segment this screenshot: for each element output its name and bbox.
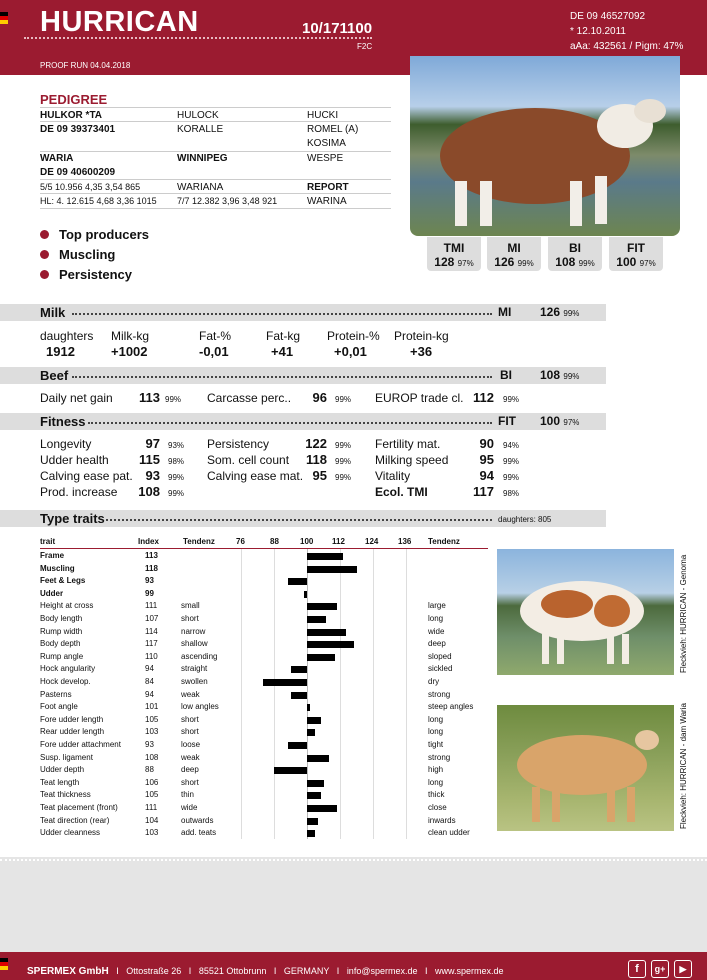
type-trait-row <box>40 613 488 626</box>
milk-col-value: +36 <box>410 344 433 359</box>
sire-dam-sire: ROMEL (A) <box>307 124 359 135</box>
type-trait-row <box>40 575 488 588</box>
caption-dam: Fleckvieh: HURRICAN - dam Waria <box>679 703 688 829</box>
fitness-item-value: 97 <box>145 436 160 451</box>
trait-name: Pasterns <box>40 689 72 699</box>
milk-col-header: Protein-kg <box>394 329 449 343</box>
trait-left-pole: thin <box>181 790 194 800</box>
trait-right-pole: inwards <box>428 815 456 825</box>
milk-col-value: +41 <box>271 344 294 359</box>
trait-right-pole: tight <box>428 740 444 749</box>
type-trait-row <box>40 815 488 828</box>
type-trait-row <box>40 789 488 802</box>
beef-label: Beef <box>40 368 69 383</box>
scale-136: 136 <box>398 537 412 546</box>
dam-name: WARIA <box>40 153 74 164</box>
fitness-item-reliability: 93% <box>168 441 185 450</box>
trait-left-pole: low angles <box>181 702 219 712</box>
trait-bar <box>288 578 307 585</box>
trait-bar <box>307 616 326 623</box>
index-box-bi <box>548 237 602 271</box>
index-reliability: 97% <box>639 259 656 268</box>
trait-right-pole: long <box>428 727 444 737</box>
trait-left-pole: short <box>181 614 199 623</box>
index-number: 128 <box>434 255 455 269</box>
index-value <box>487 255 541 269</box>
fitness-item-label: Som. cell count <box>207 453 290 467</box>
milk-bar <box>0 304 606 321</box>
trait-name: Frame <box>40 551 65 560</box>
caption-genoma: Fleckvieh: HURRICAN - Genoma <box>679 554 688 673</box>
trait-index: 111 <box>145 803 158 812</box>
trait-index: 105 <box>145 714 159 724</box>
type-trait-row <box>40 701 488 714</box>
type-trait-row <box>40 651 488 664</box>
scale-124: 124 <box>365 537 379 546</box>
index-key: FIT <box>627 241 645 255</box>
trait-name: Susp. ligament <box>40 752 93 762</box>
fitness-item-reliability: 94% <box>503 441 520 450</box>
sire-name: HULKOR *TA <box>40 110 103 121</box>
trait-left-pole: small <box>181 601 200 611</box>
dam-dam-dam: WARINA <box>307 196 347 207</box>
footer <box>0 952 707 980</box>
beef-item-label: Daily net gain <box>40 391 113 405</box>
trait-name: Feet & Legs <box>40 576 86 586</box>
trait-index: 93 <box>145 576 154 586</box>
trait-left-pole: short <box>181 727 199 737</box>
trait-name: Rump angle <box>40 651 84 661</box>
report-label: REPORT <box>307 182 349 193</box>
trait-right-pole: dry <box>428 677 440 686</box>
trait-bar <box>307 830 315 837</box>
type-trait-row <box>40 726 488 739</box>
fitness-item-value: 122 <box>305 436 327 451</box>
type-trait-row <box>40 802 488 815</box>
trait-index: 94 <box>145 664 154 674</box>
trait-name: Teat length <box>40 777 80 787</box>
trait-index: 106 <box>145 777 159 787</box>
milk-col-value: +0,01 <box>334 344 367 359</box>
trait-left-pole: outwards <box>181 815 214 825</box>
trait-bar <box>307 566 357 573</box>
dam-performance: 5/5 10.956 4,35 3,54 865 <box>40 182 141 192</box>
milk-value: 126 99% <box>540 305 580 319</box>
trait-name: Fore udder length <box>40 714 104 724</box>
beef-item-label: Carcasse perc.. <box>207 391 292 405</box>
trait-left-pole: shallow <box>181 639 208 649</box>
fitness-item-label: Fertility mat. <box>375 437 441 451</box>
trait-right-pole: high <box>428 765 444 775</box>
trait-index: 103 <box>145 727 159 737</box>
beef-item-value: 112 <box>473 390 494 405</box>
col-tendenz: Tendenz <box>183 537 215 546</box>
fitness-item-label: Vitality <box>375 469 411 483</box>
trait-left-pole: ascending <box>181 651 218 661</box>
trait-bar <box>307 704 310 711</box>
col-tendenz-right: Tendenz <box>428 537 460 546</box>
fitness-item-value: 90 <box>479 436 494 451</box>
sire-dam-dam: KOSIMA <box>307 138 346 149</box>
trait-name: Teat direction (rear) <box>40 815 110 825</box>
trait-bar <box>307 603 337 610</box>
type-trait-row <box>40 689 488 702</box>
trait-index: 99 <box>145 588 154 598</box>
trait-bar <box>291 666 308 673</box>
fitness-item-label: Longevity <box>40 437 92 451</box>
fitness-label: Fitness <box>40 414 86 429</box>
dam-sire-sire: WESPE <box>307 153 344 164</box>
trait-right-pole: strong <box>428 689 451 699</box>
trait-right-pole: steep angles <box>428 702 474 712</box>
pedigree-divider <box>40 121 391 122</box>
fitness-item-reliability: 99% <box>335 457 352 466</box>
fitness-item-label: Ecol. TMI <box>375 485 428 499</box>
scale-100: 100 <box>300 537 314 546</box>
trait-bar <box>307 818 318 825</box>
trait-right-pole: long <box>428 777 444 787</box>
type-trait-row <box>40 752 488 765</box>
trait-name: Hock angularity <box>40 664 96 674</box>
trait-right-pole: clean udder <box>428 828 470 838</box>
type-trait-row <box>40 827 488 840</box>
milk-col-header: Milk-kg <box>111 329 149 343</box>
footer-band <box>0 857 707 952</box>
trait-index: 93 <box>145 740 154 749</box>
trait-index: 114 <box>145 626 158 636</box>
dam-dam: WARIANA <box>177 182 224 193</box>
trait-right-pole: long <box>428 614 444 623</box>
trait-bar <box>307 654 335 661</box>
trait-index: 94 <box>145 689 154 699</box>
fitness-item-label: Milking speed <box>375 453 449 467</box>
fitness-item-value: 117 <box>473 484 494 499</box>
sire-id: DE 09 39373401 <box>40 124 116 135</box>
aaa-code: aAa: 432561 / Pigm: 47% <box>570 41 684 52</box>
fitness-item-value: 118 <box>306 452 327 467</box>
fitness-item-reliability: 99% <box>335 473 352 482</box>
city: 85521 Ottobrunn <box>198 966 267 976</box>
milk-col-value: +1002 <box>111 344 148 359</box>
trait-right-pole: thick <box>428 790 445 800</box>
trait-right-pole: strong <box>428 752 451 762</box>
pedigree-title: PEDIGREE <box>40 92 108 107</box>
fitness-item-reliability: 99% <box>335 441 352 450</box>
trait-name: Udder depth <box>40 765 85 775</box>
trait-name: Teat thickness <box>40 790 91 800</box>
trait-name: Udder <box>40 588 64 598</box>
beef-item-reliability: 99% <box>335 395 352 404</box>
flag-gold <box>0 20 8 24</box>
facebook-icon[interactable]: f <box>628 960 646 978</box>
type-trait-row <box>40 777 488 790</box>
birth-date: * 12.10.2011 <box>570 26 626 37</box>
beef-item-value: 113 <box>139 390 160 405</box>
fitness-item-value: 115 <box>139 452 160 467</box>
google-plus-icon[interactable]: g+ <box>651 960 669 978</box>
index-reliability: 97% <box>457 259 474 268</box>
type-trait-row <box>40 550 488 563</box>
index-reliability: 99% <box>578 259 595 268</box>
index-number: 126 <box>494 255 515 269</box>
sire-sire-sire: HUCKI <box>307 110 339 121</box>
scale-76: 76 <box>236 537 245 546</box>
fitness-item-value: 108 <box>138 484 160 499</box>
milk-col-header: daughters <box>40 329 94 343</box>
trait-left-pole: deep <box>181 765 199 775</box>
bull-name: HURRICAN <box>40 6 199 38</box>
trait-bar <box>291 692 308 699</box>
trait-name: Hock develop. <box>40 677 91 686</box>
trait-index: 111 <box>145 601 158 611</box>
beef-item-reliability: 99% <box>165 395 182 404</box>
trait-left-pole: add. teats <box>181 828 217 838</box>
beef-value: 108 99% <box>540 368 580 382</box>
sire-sire: HULOCK <box>177 110 219 121</box>
type-trait-row <box>40 739 488 752</box>
fitness-code: FIT <box>498 414 516 428</box>
index-key: BI <box>569 241 581 255</box>
milk-code: MI <box>498 305 512 319</box>
milk-col-header: Fat-% <box>199 329 232 343</box>
title-divider <box>24 37 372 39</box>
index-box-fit <box>609 237 663 271</box>
beef-item-value: 96 <box>312 390 327 405</box>
trait-index: 88 <box>145 765 154 775</box>
trait-right-pole: long <box>428 714 444 724</box>
pedigree-divider <box>40 193 391 194</box>
trait-bar <box>307 641 354 648</box>
trait-index: 108 <box>145 752 159 762</box>
col-index: Index <box>138 537 159 546</box>
pedigree-divider <box>40 151 391 152</box>
index-key: TMI <box>443 241 465 255</box>
trait-index: 103 <box>145 828 159 838</box>
footer-address: SPERMEX GmbH I Ottostraße 26 I 85521 Ottobrunn I GERMANY I info@spermex.de I www.spermex.de <box>27 966 504 977</box>
trait-bar <box>263 679 307 686</box>
index-value <box>609 255 663 269</box>
dam-sire: WINNIPEG <box>177 153 228 164</box>
fitness-value: 100 97% <box>540 414 580 428</box>
youtube-icon[interactable]: ▶ <box>674 960 692 978</box>
index-number: 100 <box>616 255 637 269</box>
milk-col-value: -0,01 <box>199 344 229 359</box>
fitness-item-label: Calving ease mat. <box>207 469 304 483</box>
bull-code: 10/171100 <box>302 20 373 37</box>
trait-left-pole: weak <box>181 689 200 699</box>
scale-88: 88 <box>270 537 279 546</box>
trait-index: 117 <box>145 639 158 649</box>
index-number: 108 <box>555 255 576 269</box>
beef-bar <box>0 367 606 384</box>
trait-left-pole: swollen <box>181 677 208 686</box>
trait-bar <box>307 805 337 812</box>
fitness-item-value: 95 <box>312 468 327 483</box>
trait-bar <box>307 729 315 736</box>
trait-bar <box>307 792 321 799</box>
trait-name: Udder cleanness <box>40 828 101 838</box>
dam-id: DE 09 40600209 <box>40 167 116 178</box>
fitness-item-label: Calving ease pat. <box>40 469 133 483</box>
trait-index: 107 <box>145 614 159 623</box>
country: GERMANY <box>283 966 330 976</box>
bull-sub: F2C <box>357 42 373 51</box>
fitness-item-label: Udder health <box>40 453 109 467</box>
bull-id: DE 09 46527092 <box>570 11 646 22</box>
trait-left-pole: short <box>181 714 199 724</box>
type-daughters: daughters: 805 <box>498 515 552 524</box>
type-label: Type traits <box>40 511 105 526</box>
type-bar <box>0 510 606 527</box>
fitness-item-value: 93 <box>145 468 160 483</box>
type-trait-row <box>40 563 488 576</box>
trait-left-pole: weak <box>181 752 200 762</box>
type-trait-row <box>40 638 488 651</box>
trait-index: 101 <box>145 702 159 712</box>
genoma-photo <box>497 549 674 675</box>
beef-code: BI <box>500 368 512 382</box>
type-trait-row <box>40 600 488 613</box>
scale-112: 112 <box>332 537 345 546</box>
milk-label: Milk <box>40 305 66 320</box>
type-trait-row <box>40 588 488 601</box>
trait-right-pole: sickled <box>428 664 453 674</box>
trait-left-pole: short <box>181 777 199 787</box>
fitness-item-reliability: 98% <box>168 457 185 466</box>
dam-lifetime: HL: 4. 12.615 4,68 3,36 1015 <box>40 196 157 206</box>
trait-index: 110 <box>145 651 158 661</box>
trait-index: 118 <box>145 563 158 573</box>
trait-right-pole: close <box>428 803 447 812</box>
trait-bar <box>288 742 307 749</box>
trait-name: Fore udder attachment <box>40 740 121 749</box>
fitness-bar <box>0 413 606 430</box>
trait-right-pole: large <box>428 601 446 611</box>
trait-name: Body depth <box>40 639 81 649</box>
type-table-header <box>40 537 488 549</box>
email-link[interactable]: info@spermex.de <box>346 966 418 976</box>
fitness-item-label: Prod. increase <box>40 485 118 499</box>
type-trait-row <box>40 714 488 727</box>
type-trait-row <box>40 764 488 777</box>
trait-bar <box>307 629 346 636</box>
col-trait: trait <box>40 537 56 546</box>
trait-right-pole: deep <box>428 639 446 649</box>
trait-bar <box>307 755 329 762</box>
pedigree-divider <box>40 107 391 108</box>
dam-dam-performance: 7/7 12.382 3,96 3,48 921 <box>177 196 278 206</box>
index-key: MI <box>507 241 521 255</box>
trait-left-pole: loose <box>181 740 201 749</box>
fitness-item-reliability: 99% <box>503 457 520 466</box>
type-trait-row <box>40 626 488 639</box>
trait-name: Body length <box>40 614 83 623</box>
trait-bar <box>307 553 343 560</box>
index-box-mi <box>487 237 541 271</box>
proof-run: PROOF RUN 04.04.2018 <box>40 61 131 70</box>
bull-photo <box>410 56 680 236</box>
trait-index: 105 <box>145 790 159 800</box>
pedigree-divider <box>40 179 391 180</box>
fitness-item-reliability: 98% <box>503 489 520 498</box>
trait-index: 104 <box>145 815 159 825</box>
sire-dam: KORALLE <box>177 124 224 135</box>
milk-col-header: Fat-kg <box>266 329 301 343</box>
bullet-muscling: Muscling <box>40 247 115 262</box>
bullet-persistency: Persistency <box>40 267 132 282</box>
company-name: SPERMEX GmbH <box>27 966 109 977</box>
trait-bar <box>307 717 321 724</box>
trait-bar <box>304 591 307 598</box>
bullet-top-producers: Top producers <box>40 227 149 242</box>
trait-left-pole: straight <box>181 664 208 674</box>
street: Ottostraße 26 <box>126 966 182 976</box>
trait-name: Rump width <box>40 626 83 636</box>
fitness-item-label: Persistency <box>207 437 270 451</box>
trait-bar <box>274 767 307 774</box>
fitness-item-reliability: 99% <box>168 489 185 498</box>
trait-right-pole: sloped <box>428 651 452 661</box>
fitness-item-value: 94 <box>479 468 494 483</box>
fitness-item-reliability: 99% <box>168 473 185 482</box>
trait-name: Foot angle <box>40 702 78 712</box>
trait-name: Height at cross <box>40 601 94 611</box>
dam-photo <box>497 705 674 831</box>
trait-left-pole: narrow <box>181 626 206 636</box>
type-trait-row <box>40 663 488 676</box>
fitness-item-value: 95 <box>479 452 494 467</box>
trait-name: Muscling <box>40 563 75 573</box>
trait-right-pole: wide <box>428 626 445 636</box>
index-reliability: 99% <box>517 259 534 268</box>
index-value <box>427 255 481 269</box>
trait-bar <box>307 780 324 787</box>
beef-item-reliability: 99% <box>503 395 520 404</box>
beef-item-label: EUROP trade cl. <box>375 391 464 405</box>
pedigree-divider <box>40 208 391 209</box>
trait-name: Rear udder length <box>40 727 105 737</box>
index-value <box>548 255 602 269</box>
milk-col-value: 1912 <box>46 344 75 359</box>
trait-index: 84 <box>145 677 154 686</box>
trait-name: Teat placement (front) <box>40 803 118 812</box>
trait-index: 113 <box>145 551 158 560</box>
index-box-tmi <box>427 237 481 271</box>
trait-left-pole: wide <box>181 803 198 812</box>
fitness-item-reliability: 99% <box>503 473 520 482</box>
web-link[interactable]: www.spermex.de <box>435 966 504 976</box>
milk-col-header: Protein-% <box>327 329 380 343</box>
